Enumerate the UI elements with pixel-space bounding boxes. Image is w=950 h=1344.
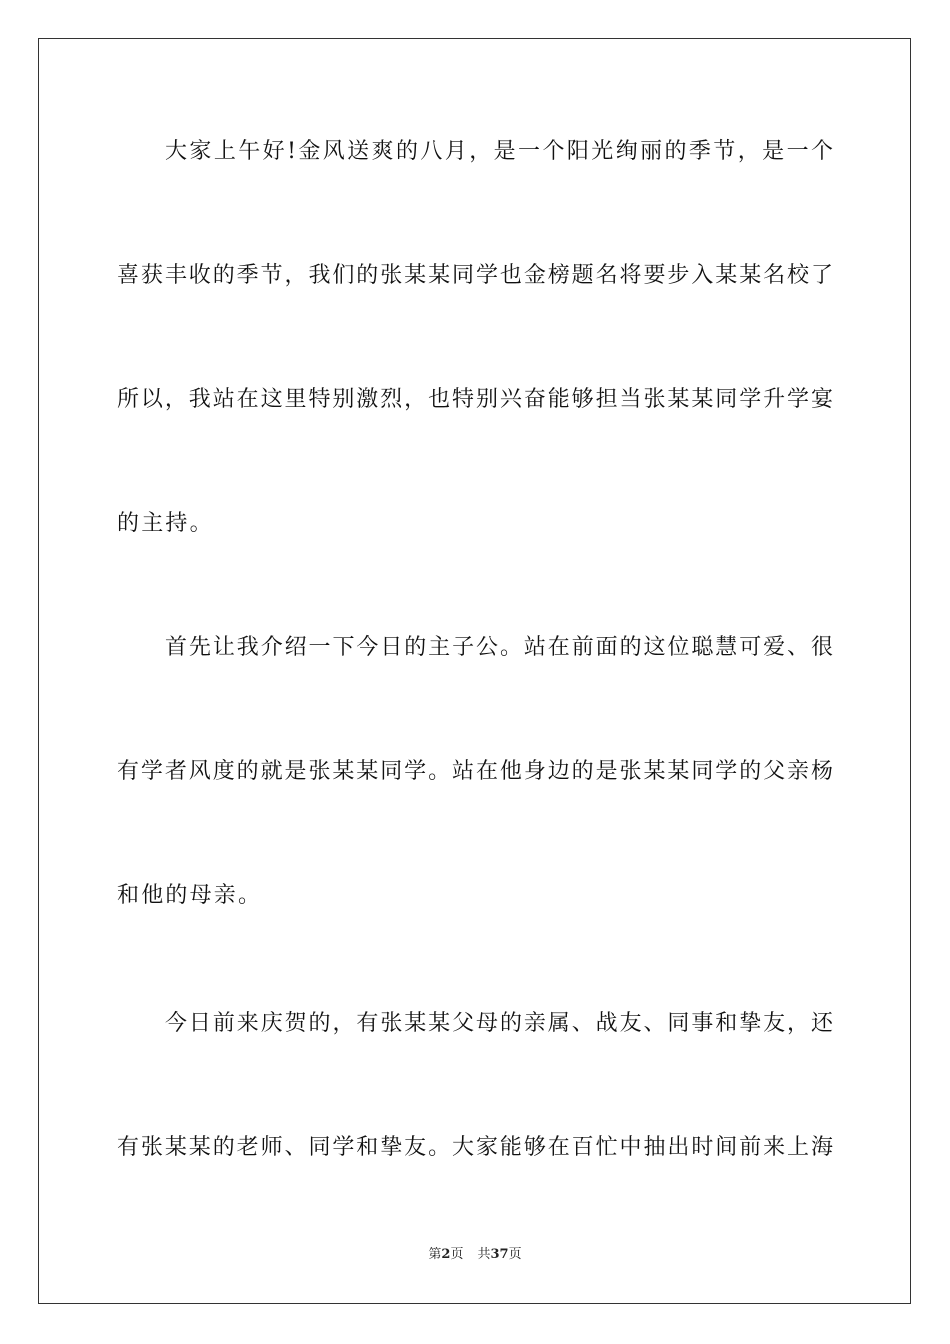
paragraph-2-line-2: 有学者风度的就是张某某同学。站在他身边的是张某某同学的父亲杨 [117, 759, 833, 784]
paragraph-1-line-3: 所以，我站在这里特别激烈，也特别兴奋能够担当张某某同学升学宴 [117, 387, 833, 412]
paragraph-3-line-1: 今日前来庆贺的，有张某某父母的亲属、战友、同事和挚友，还 [165, 1011, 833, 1036]
paragraph-1-line-1: 大家上午好!金风送爽的八月，是一个阳光绚丽的季节，是一个 [165, 139, 833, 164]
paragraph-2-line-3: 和他的母亲。 [117, 883, 263, 908]
paragraph-1-line-2: 喜获丰收的季节，我们的张某某同学也金榜题名将要步入某某名校了 [117, 263, 833, 288]
page-prefix: 第 [428, 1247, 442, 1262]
total-prefix: 共 [477, 1247, 491, 1262]
page-suffix: 页 [450, 1247, 464, 1262]
page-number: 2 [441, 1247, 451, 1262]
total-suffix: 页 [508, 1247, 522, 1262]
paragraph-1-line-4: 的主持。 [117, 511, 214, 536]
total-pages: 37 [490, 1247, 509, 1262]
page-footer [0, 1246, 950, 1264]
page-border [38, 38, 911, 1304]
paragraph-3-line-2: 有张某某的老师、同学和挚友。大家能够在百忙中抽出时间前来上海 [117, 1135, 833, 1160]
paragraph-2-line-1: 首先让我介绍一下今日的主子公。站在前面的这位聪慧可爱、很 [165, 635, 833, 660]
